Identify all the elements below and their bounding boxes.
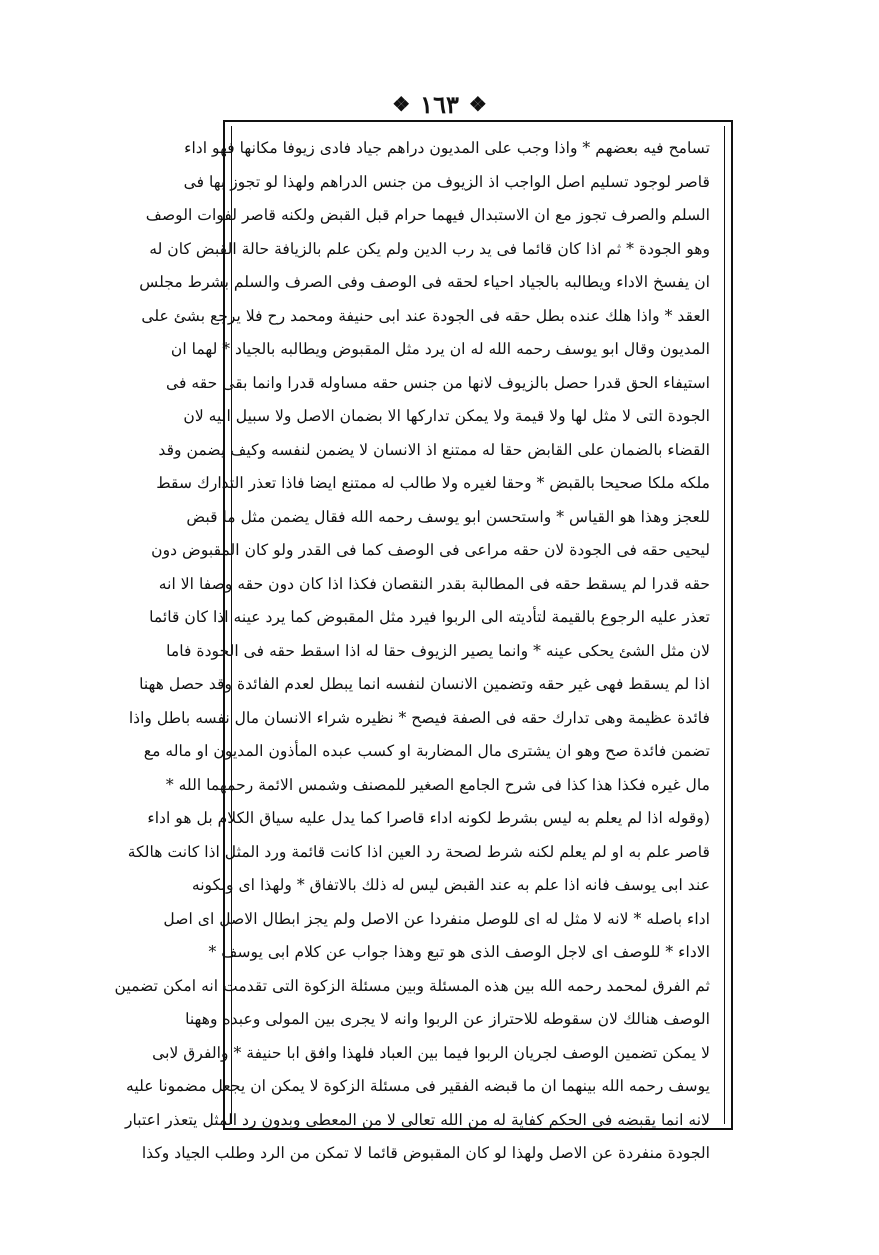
text-frame	[114, 120, 733, 1162]
text-line: قاصر لوجود تسليم اصل الواجب اذ الزيوف من جنس الدراهم ولهذا لو تجوز بها فى	[183, 172, 710, 191]
text-line: استيفاء الحق قدرا حصل بالزيوف لانها من جنس حقه مساوله قدرا وانما بقى حقه فى	[165, 373, 710, 392]
text-line: لانه انما يقبضه فى الحكم كفاية له من الله تعالى لا من المعطى وبدون رد المثل يتعذر اعتبار	[124, 1110, 710, 1129]
text-line: وهو الجودة * ثم اذا كان قائما فى يد رب الدين ولم يكن علم بالزيافة حالة القبض كان له	[149, 239, 710, 258]
text-line: ان يفسخ الاداء ويطالبه بالجياد احياء لحقه فى الوصف وفى الصرف والسلم بشرط مجلس	[139, 273, 710, 291]
text-line: الاداء * للوصف اى لاجل الوصف الذى هو تبع وهذا جواب عن كلام ابى يوسف *	[208, 943, 710, 961]
text-line: ملكه ملكا صحيحا بالقبض * وحقا لغيره ولا طالب له ممتنع ايضا فاذا تعذر التدارك سقط	[156, 474, 710, 492]
text-line: عند ابى يوسف فانه اذا علم به عند القبض ليس له ذلك بالاتفاق * ولهذا اى ولكونه	[191, 876, 710, 894]
text-line: السلم والصرف تجوز مع ان الاستبدال فيهما حرام قبل القبض ولكنه قاصر لفوات الوصف	[145, 206, 710, 224]
text-line: (وقوله اذا لم يعلم به ليس بشرط لكونه اداء قاصرا كما يدل عليه سياق الكلام بل هو اداء	[147, 809, 710, 827]
text-line: القضاء بالضمان على القابض حقا له ممتنع اذ الانسان لا يضمن لنفسه وكيف يضمن وقد	[158, 440, 710, 459]
text-line: لا يمكن تضمين الوصف لجريان الربوا فيما بين العباد فلهذا وافق ابا حنيفة * والفرق لابى	[152, 1043, 710, 1062]
text-line: اداء باصله * لانه لا مثل له اى للوصل منفردا عن الاصل ولم يجز ابطال الاصل اى اصل	[163, 909, 710, 928]
page-number: ١٦٣	[420, 89, 459, 119]
ornament-left-icon: ❖	[392, 92, 411, 116]
text-line: الجودة التى لا مثل لها ولا قيمة ولا يمكن تداركها الا بضمان الاصل ولا سبيل اليه لان	[183, 407, 710, 425]
text-line: ثم الفرق لمحمد رحمه الله بين هذه المسئلة وبين مسئلة الزكوة التى تقدمت انه امكن تضمين	[114, 976, 710, 995]
text-frame-inner	[114, 126, 725, 1162]
page-header	[0, 84, 879, 124]
text-line: فائدة عظيمة وهى تدارك حقه فى الصفة فيصح * نظيره شراء الانسان مال نفسه باطل واذا	[128, 708, 710, 727]
text-block	[114, 132, 710, 1162]
text-line: تعذر عليه الرجوع بالقيمة لتأديته الى الربوا فيرد مثل المقبوض كما يرد عينه اذا كان قائما	[149, 608, 710, 626]
text-line: الجودة منفردة عن الاصل ولهذا لو كان المقبوض قائما لا تمكن من الرد وطلب الجياد وكذا	[141, 1144, 710, 1162]
text-line: المديون وقال ابو يوسف رحمه الله له ان يرد مثل المقبوض ويطالبه بالجياد * لهما ان	[170, 340, 710, 358]
ornament-right-icon: ❖	[468, 92, 487, 116]
text-line: لان مثل الشئ يحكى عينه * وانما يصير الزيوف حقا له اذا اسقط حقه فى الجودة فاما	[166, 641, 710, 660]
text-line: مال غيره فكذا هذا كذا فى شرح الجامع الصغير للمصنف وشمس الائمة رحمهما الله *	[165, 775, 710, 794]
text-line: العقد * واذا هلك عنده بطل حقه فى الجودة عند ابى حنيفة ومحمد رح فلا يرجع بشئ على	[141, 306, 710, 325]
text-line: قاصر علم به او لم يعلم لكنه شرط لصحة رد العين اذا كانت قائمة ورد المثل اذا كانت هالكة	[127, 842, 710, 861]
text-line: يوسف رحمه الله بينهما ان ما قبضه الفقير فى مسئلة الزكوة لا يمكن ان يجعل مضمونا عليه	[126, 1077, 710, 1095]
text-line: اذا لم يسقط فهى غير حقه وتضمين الانسان لنفسه انما يبطل لعدم الفائدة وقد حصل ههنا	[139, 675, 710, 693]
text-line: تضمن فائدة صح وهو ان يشترى مال المضاربة او كسب عبده المأذون المديون او ماله مع	[143, 742, 710, 760]
text-line: تسامح فيه بعضهم * واذا وجب على المديون دراهم جياد فادى زيوفا مكانها فهو اداء	[184, 139, 710, 157]
text-line: للعجز وهذا هو القياس * واستحسن ابو يوسف رحمه الله فقال يضمن مثل ما قبض	[186, 507, 710, 526]
text-line: حقه قدرا لم يسقط حقه فى المطالبة بقدر النقصان فكذا اذا كان دون حقه وصفا الا انه	[158, 574, 710, 593]
text-line: ليحيى حقه فى الجودة لان حقه مراعى فى الوصف كما فى القدر ولو كان المقبوض دون	[151, 541, 710, 559]
text-line: الوصف هنالك لان سقوطه للاحتراز عن الربوا وانه لا يجرى بين المولى وعبده وههنا	[185, 1010, 710, 1028]
